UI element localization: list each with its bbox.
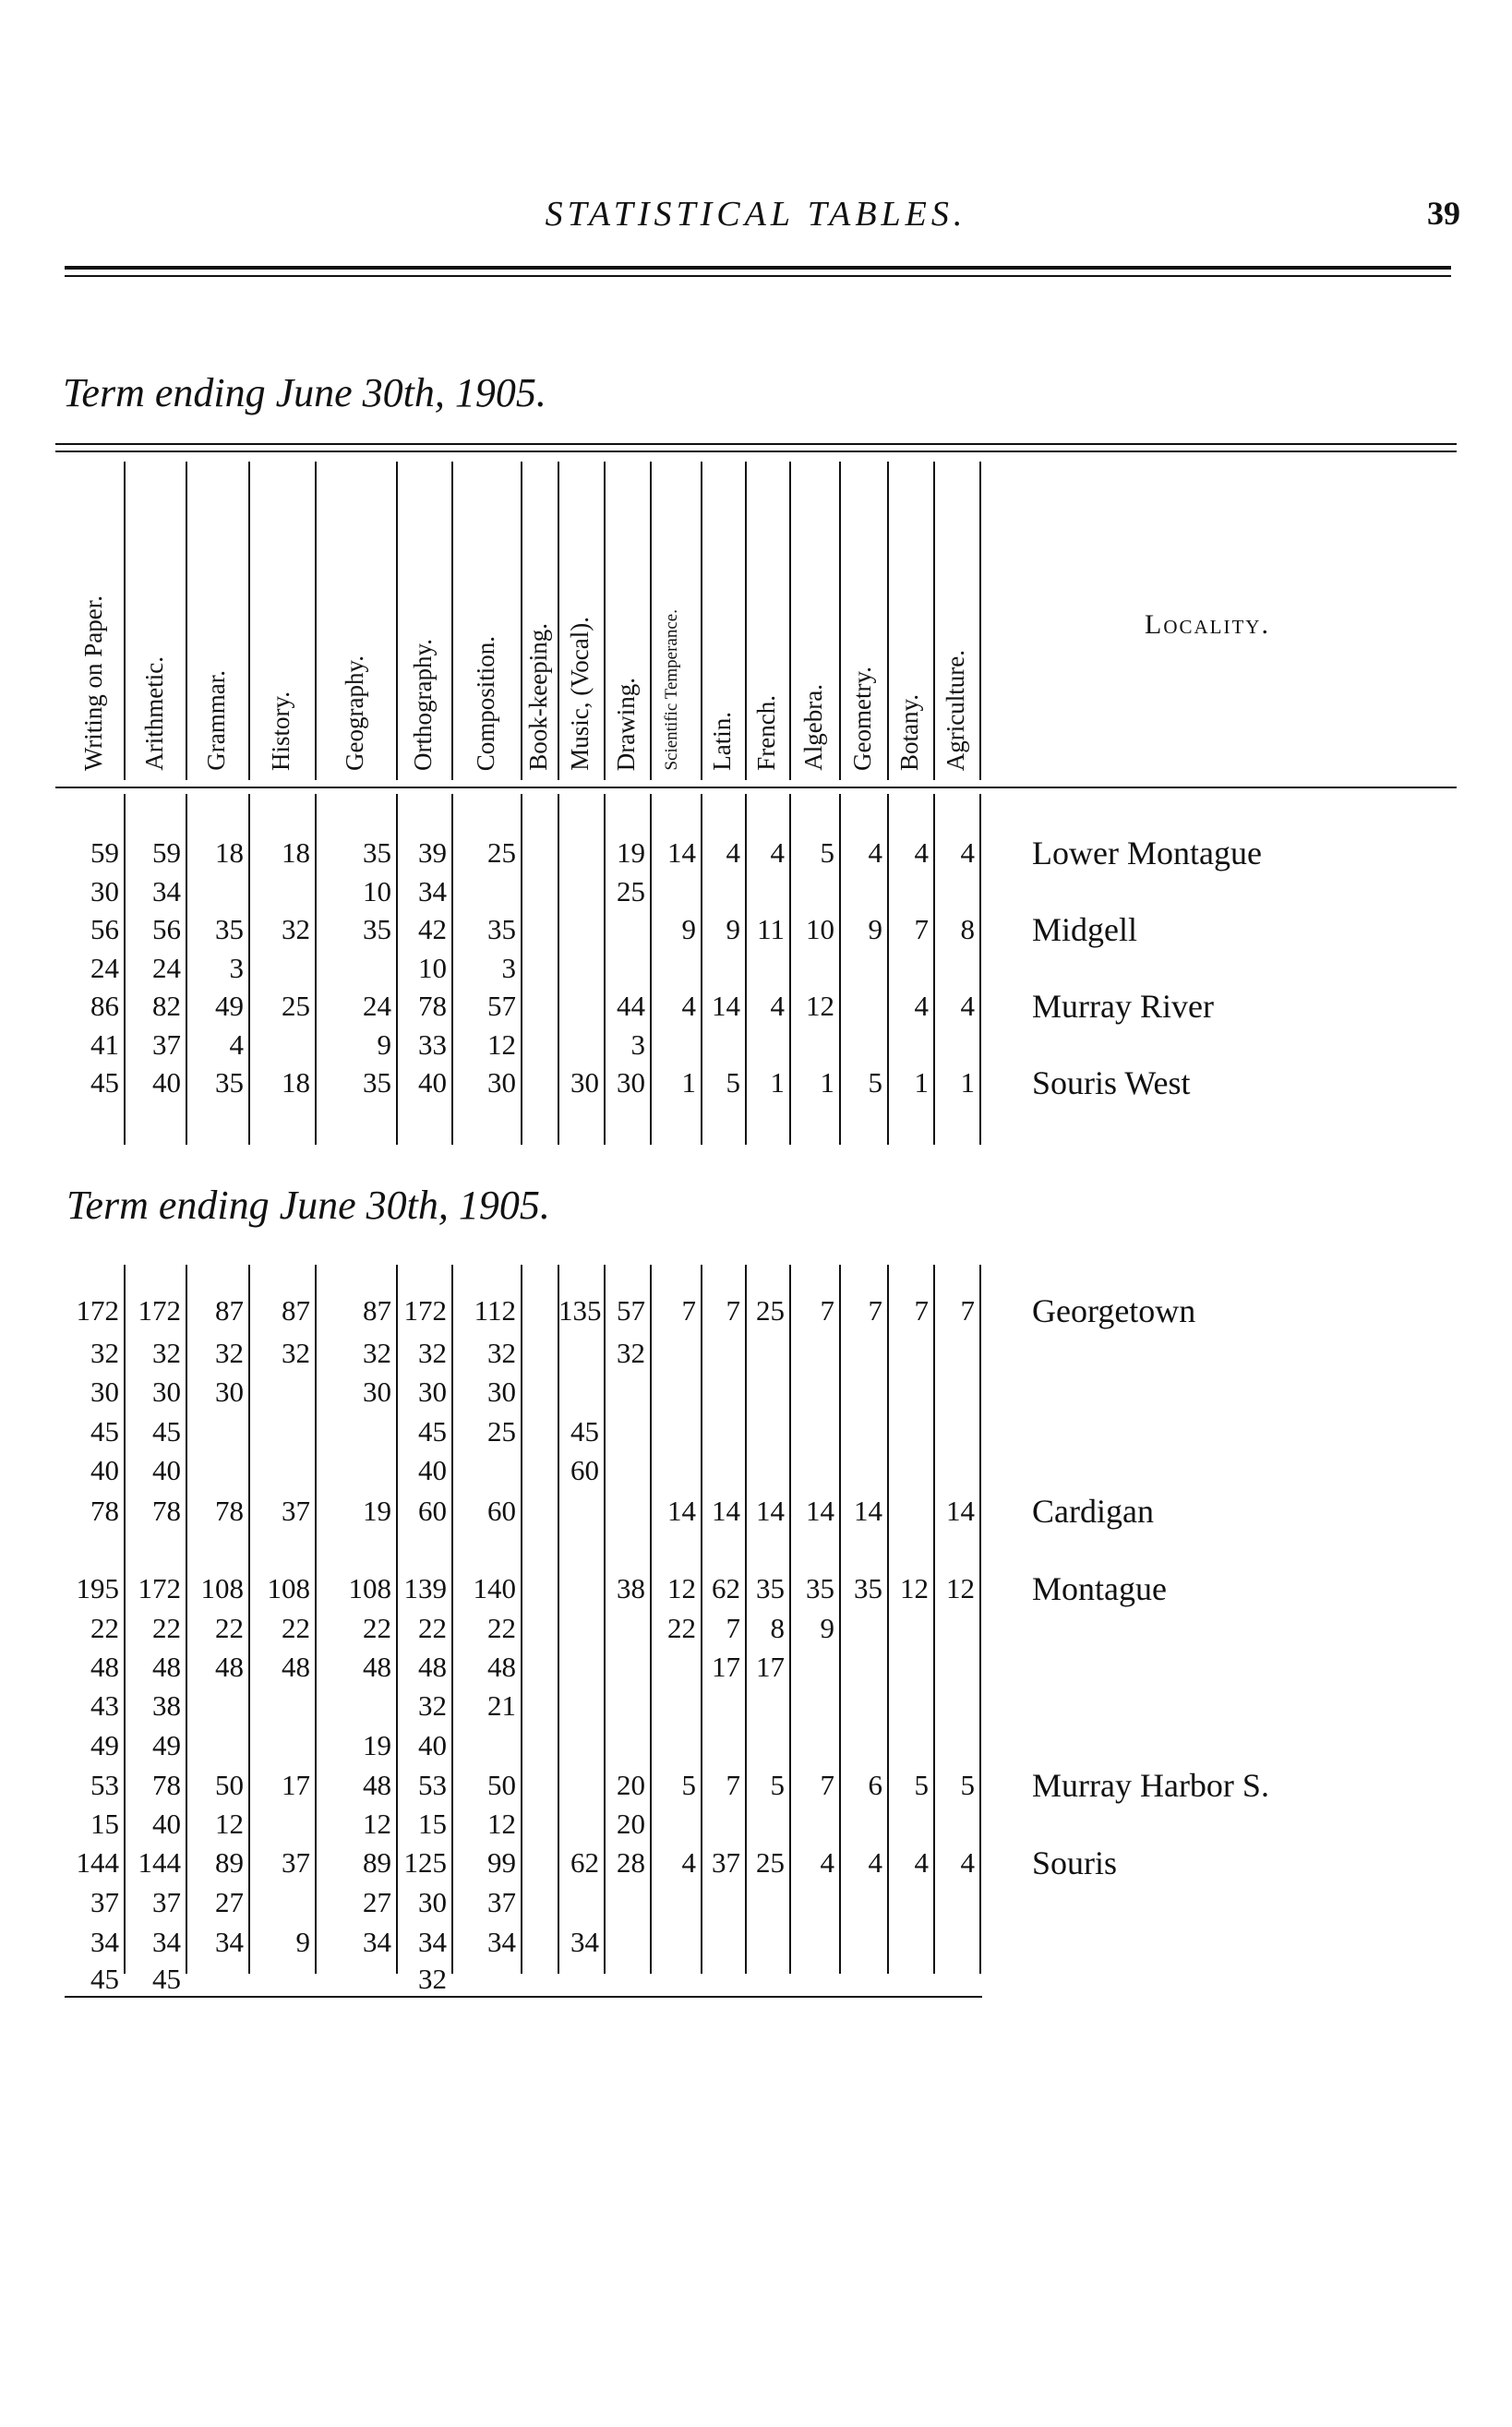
data-cell: 59	[152, 836, 181, 869]
data-cell: 50	[215, 1769, 244, 1801]
data-cell: 35	[756, 1572, 785, 1604]
data-cell: 12	[946, 1572, 975, 1604]
data-cell: 33	[418, 1027, 447, 1061]
data-cell: 17	[712, 1651, 740, 1683]
data-cell: 18	[282, 836, 310, 869]
data-cell: 8	[770, 1612, 785, 1644]
data-cell: 4	[868, 836, 882, 869]
locality-name: Murray River	[1032, 988, 1214, 1025]
data-cell: 10	[418, 951, 447, 984]
data-cell: 14	[806, 1495, 834, 1527]
data-cell: 4	[820, 1846, 834, 1879]
data-cell: 5	[820, 836, 834, 869]
column-header: Geography.	[341, 655, 368, 771]
data-cell: 19	[363, 1729, 391, 1761]
data-cell: 48	[90, 1651, 119, 1683]
data-cell: 24	[90, 951, 119, 984]
data-cell: 6	[868, 1769, 882, 1801]
data-cell: 108	[267, 1572, 310, 1604]
data-cell: 144	[138, 1846, 181, 1879]
data-cell: 78	[215, 1495, 244, 1527]
data-cell: 4	[960, 836, 975, 869]
data-cell: 172	[138, 1572, 181, 1604]
data-cell: 25	[487, 836, 516, 869]
data-cell: 7	[868, 1294, 882, 1327]
data-cell: 19	[363, 1495, 391, 1527]
data-cell: 89	[363, 1846, 391, 1879]
data-cell: 5	[960, 1769, 975, 1801]
data-cell: 86	[90, 990, 119, 1022]
data-cell: 14	[712, 1495, 740, 1527]
data-cell: 57	[617, 1294, 645, 1327]
data-cell: 40	[152, 1808, 181, 1840]
data-cell: 35	[363, 836, 391, 869]
data-cell: 172	[76, 1294, 119, 1327]
data-cell: 24	[152, 951, 181, 984]
data-cell: 27	[215, 1886, 244, 1918]
data-cell: 30	[90, 874, 119, 907]
data-cell: 7	[681, 1294, 696, 1327]
data-cell: 3	[630, 1027, 645, 1061]
data-cell: 5	[726, 1066, 740, 1099]
data-cell: 35	[363, 1066, 391, 1099]
data-cell: 1	[820, 1066, 834, 1099]
data-cell: 30	[487, 1066, 516, 1099]
data-cell: 32	[152, 1337, 181, 1369]
header-rule-thick	[65, 266, 1451, 270]
data-cell: 10	[363, 874, 391, 907]
column-header: Botany.	[895, 694, 923, 771]
data-cell: 4	[770, 990, 785, 1022]
locality-name: Georgetown	[1032, 1292, 1196, 1329]
data-cell: 4	[770, 836, 785, 869]
data-cell: 108	[200, 1572, 244, 1604]
column-header: History.	[267, 691, 294, 771]
column-header: Drawing.	[612, 677, 640, 771]
data-cell: 40	[152, 1066, 181, 1099]
data-cell: 37	[152, 1027, 181, 1061]
data-cell: 9	[820, 1612, 834, 1644]
data-cell: 10	[806, 913, 834, 945]
data-cell: 62	[570, 1846, 599, 1879]
data-cell: 35	[215, 1066, 244, 1099]
data-cell: 30	[617, 1066, 645, 1099]
data-cell: 38	[617, 1572, 645, 1604]
data-cell: 60	[418, 1495, 447, 1527]
page-number: 39	[1427, 195, 1460, 232]
data-cell: 172	[138, 1294, 181, 1327]
data-cell: 144	[76, 1846, 119, 1879]
data-cell: 112	[474, 1294, 516, 1327]
data-cell: 12	[363, 1808, 391, 1840]
data-cell: 35	[215, 913, 244, 945]
data-cell: 22	[418, 1612, 447, 1644]
data-cell: 25	[756, 1846, 785, 1879]
data-cell: 4	[960, 1846, 975, 1879]
data-cell: 140	[473, 1572, 516, 1604]
data-cell: 17	[756, 1651, 785, 1683]
data-cell: 37	[152, 1886, 181, 1918]
data-cell: 34	[363, 1926, 391, 1958]
data-cell: 48	[215, 1651, 244, 1683]
data-cell: 22	[152, 1612, 181, 1644]
data-cell: 41	[90, 1027, 119, 1061]
data-cell: 78	[90, 1495, 119, 1527]
data-cell: 87	[363, 1294, 391, 1327]
data-cell: 48	[363, 1769, 391, 1801]
data-cell: 43	[90, 1689, 119, 1722]
data-cell: 44	[617, 990, 645, 1022]
column-header-row	[0, 462, 1512, 771]
data-cell: 39	[418, 836, 447, 869]
data-cell: 20	[617, 1769, 645, 1801]
data-cell: 40	[418, 1454, 447, 1486]
data-cell: 9	[868, 913, 882, 945]
data-cell: 7	[914, 913, 929, 945]
data-cell: 25	[617, 874, 645, 907]
data-cell: 37	[282, 1846, 310, 1879]
data-cell: 32	[363, 1337, 391, 1369]
data-cell: 30	[215, 1376, 244, 1408]
data-cell: 48	[282, 1651, 310, 1683]
data-cell: 30	[90, 1376, 119, 1408]
data-cell: 35	[806, 1572, 834, 1604]
data-cell: 59	[90, 836, 119, 869]
data-cell: 40	[418, 1729, 447, 1761]
data-cell: 7	[726, 1612, 740, 1644]
data-cell: 22	[90, 1612, 119, 1644]
data-cell: 48	[152, 1651, 181, 1683]
data-cell: 3	[229, 951, 244, 984]
data-cell: 60	[570, 1454, 599, 1486]
column-divider	[979, 794, 981, 1145]
data-cell: 48	[487, 1651, 516, 1683]
data-cell: 45	[152, 1415, 181, 1448]
data-cell: 35	[487, 913, 516, 945]
data-cell: 9	[377, 1027, 391, 1061]
data-cell: 1	[914, 1066, 929, 1099]
data-cell: 7	[726, 1769, 740, 1801]
data-cell: 125	[403, 1846, 447, 1879]
data-cell: 30	[418, 1886, 447, 1918]
data-cell: 45	[90, 1963, 119, 1995]
data-cell: 32	[282, 913, 310, 945]
data-cell: 195	[76, 1572, 119, 1604]
data-cell: 49	[90, 1729, 119, 1761]
data-cell: 18	[215, 836, 244, 869]
data-cell: 56	[152, 913, 181, 945]
data-cell: 32	[282, 1337, 310, 1369]
data-cell: 108	[348, 1572, 391, 1604]
data-cell: 21	[487, 1689, 516, 1722]
data-cell: 30	[570, 1066, 599, 1099]
data-cell: 28	[617, 1846, 645, 1879]
table-head-rule-1	[55, 443, 1457, 445]
locality-name: Midgell	[1032, 911, 1137, 948]
data-cell: 14	[667, 836, 696, 869]
data-cell: 14	[854, 1495, 882, 1527]
data-cell: 4	[914, 1846, 929, 1879]
data-cell: 78	[152, 1495, 181, 1527]
locality-name: Souris	[1032, 1844, 1118, 1881]
data-cell: 45	[570, 1415, 599, 1448]
data-cell: 4	[681, 1846, 696, 1879]
data-cell: 19	[617, 836, 645, 869]
data-cell: 34	[418, 874, 447, 907]
section-heading-1: Term ending June 30th, 1905.	[63, 370, 546, 415]
data-cell: 18	[282, 1066, 310, 1099]
data-cell: 22	[215, 1612, 244, 1644]
data-cell: 62	[712, 1572, 740, 1604]
running-head: STATISTICAL TABLES.	[545, 195, 967, 234]
data-cell: 37	[712, 1846, 740, 1879]
data-cell: 135	[558, 1294, 602, 1327]
data-cell: 32	[418, 1689, 447, 1722]
data-cell: 99	[487, 1846, 516, 1879]
data-cell: 40	[152, 1454, 181, 1486]
data-cell: 56	[90, 913, 119, 945]
data-cell: 40	[90, 1454, 119, 1486]
data-cell: 12	[487, 1027, 516, 1061]
data-cell: 37	[282, 1495, 310, 1527]
data-cell: 45	[418, 1415, 447, 1448]
column-header: Latin.	[708, 712, 736, 771]
data-cell: 1	[770, 1066, 785, 1099]
data-cell: 45	[90, 1415, 119, 1448]
data-cell: 49	[152, 1729, 181, 1761]
table-head-bottom-rule	[55, 787, 1457, 788]
data-cell: 4	[681, 990, 696, 1022]
column-header: Scientific Temperance.	[661, 609, 681, 771]
column-header: Arithmetic.	[139, 656, 168, 771]
data-cell: 35	[363, 913, 391, 945]
column-divider	[979, 1265, 981, 1974]
data-cell: 32	[487, 1337, 516, 1369]
data-cell: 7	[820, 1769, 834, 1801]
data-cell: 11	[757, 913, 785, 945]
data-cell: 22	[363, 1612, 391, 1644]
data-cell: 22	[487, 1612, 516, 1644]
column-header: Agriculture.	[942, 649, 969, 771]
data-cell: 9	[726, 913, 740, 945]
data-cell: 34	[418, 1926, 447, 1958]
column-header: Book-keeping.	[524, 623, 552, 771]
data-cell: 24	[363, 990, 391, 1022]
data-cell: 12	[900, 1572, 929, 1604]
data-cell: 7	[914, 1294, 929, 1327]
locality-name: Montague	[1032, 1570, 1167, 1607]
data-cell: 8	[960, 913, 975, 945]
data-cell: 7	[726, 1294, 740, 1327]
data-cell: 40	[418, 1066, 447, 1099]
data-cell: 12	[215, 1808, 244, 1840]
data-cell: 15	[418, 1808, 447, 1840]
data-cell: 15	[90, 1808, 119, 1840]
table-bottom-rule	[65, 1996, 982, 1998]
data-cell: 25	[487, 1415, 516, 1448]
data-cell: 12	[806, 990, 834, 1022]
data-cell: 27	[363, 1886, 391, 1918]
data-cell: 5	[770, 1769, 785, 1801]
data-cell: 4	[726, 836, 740, 869]
data-cell: 139	[403, 1572, 447, 1604]
data-cell: 78	[418, 990, 447, 1022]
data-cell: 9	[295, 1926, 310, 1958]
column-header: Writing on Paper.	[78, 595, 107, 771]
data-cell: 45	[152, 1963, 181, 1995]
data-cell: 53	[418, 1769, 447, 1801]
data-cell: 49	[215, 990, 244, 1022]
data-cell: 172	[403, 1294, 447, 1327]
data-cell: 32	[617, 1337, 645, 1369]
data-cell: 9	[681, 913, 696, 945]
data-cell: 78	[152, 1769, 181, 1801]
data-cell: 48	[418, 1651, 447, 1683]
data-cell: 1	[960, 1066, 975, 1099]
data-cell: 14	[946, 1495, 975, 1527]
data-cell: 22	[667, 1612, 696, 1644]
data-cell: 34	[215, 1926, 244, 1958]
data-cell: 37	[90, 1886, 119, 1918]
data-cell: 89	[215, 1846, 244, 1879]
data-cell: 12	[667, 1572, 696, 1604]
column-header: Algebra.	[799, 684, 827, 771]
data-cell: 14	[756, 1495, 785, 1527]
data-cell: 14	[712, 990, 740, 1022]
data-cell: 35	[854, 1572, 882, 1604]
data-cell: 42	[418, 913, 447, 945]
locality-name: Souris West	[1032, 1064, 1191, 1101]
data-cell: 30	[363, 1376, 391, 1408]
data-cell: 4	[960, 990, 975, 1022]
data-cell: 34	[152, 874, 181, 907]
data-cell: 14	[667, 1495, 696, 1527]
locality-name: Murray Harbor S.	[1032, 1767, 1269, 1804]
column-header: Composition.	[471, 635, 499, 771]
column-header: Grammar.	[202, 670, 230, 771]
data-cell: 30	[152, 1376, 181, 1408]
data-cell: 17	[282, 1769, 310, 1801]
data-cell: 82	[152, 990, 181, 1022]
data-cell: 30	[487, 1376, 516, 1408]
locality-header: Locality.	[1145, 609, 1270, 640]
data-cell: 1	[681, 1066, 696, 1099]
column-header: Geometry.	[848, 667, 876, 771]
data-cell: 53	[90, 1769, 119, 1801]
data-cell: 30	[418, 1376, 447, 1408]
data-cell: 87	[215, 1294, 244, 1327]
data-cell: 87	[282, 1294, 310, 1327]
data-cell: 32	[215, 1337, 244, 1369]
data-cell: 37	[487, 1886, 516, 1918]
data-cell: 34	[90, 1926, 119, 1958]
data-cell: 48	[363, 1651, 391, 1683]
column-header: French.	[752, 695, 780, 771]
data-cell: 4	[229, 1027, 244, 1061]
section-heading-2: Term ending June 30th, 1905.	[66, 1183, 550, 1228]
data-cell: 34	[487, 1926, 516, 1958]
header-rule-thin	[65, 275, 1451, 277]
data-cell: 5	[914, 1769, 929, 1801]
data-cell: 32	[90, 1337, 119, 1369]
locality-name: Lower Montague	[1032, 835, 1262, 871]
data-cell: 32	[418, 1963, 447, 1995]
data-cell: 38	[152, 1689, 181, 1722]
locality-name: Cardigan	[1032, 1493, 1154, 1530]
data-cell: 57	[487, 990, 516, 1022]
data-cell: 22	[282, 1612, 310, 1644]
data-cell: 4	[914, 836, 929, 869]
column-divider	[521, 794, 522, 1145]
data-cell: 7	[820, 1294, 834, 1327]
column-divider	[521, 1265, 522, 1974]
data-cell: 5	[681, 1769, 696, 1801]
data-cell: 12	[487, 1808, 516, 1840]
data-cell: 4	[914, 990, 929, 1022]
data-cell: 60	[487, 1495, 516, 1527]
data-cell: 32	[418, 1337, 447, 1369]
column-header: Orthography.	[409, 639, 437, 771]
data-cell: 3	[501, 951, 516, 984]
data-cell: 4	[868, 1846, 882, 1879]
data-cell: 45	[90, 1066, 119, 1099]
column-header: Music, (Vocal).	[566, 617, 594, 771]
data-cell: 7	[960, 1294, 975, 1327]
data-cell: 20	[617, 1808, 645, 1840]
data-cell: 5	[868, 1066, 882, 1099]
data-cell: 34	[570, 1926, 599, 1958]
data-cell: 50	[487, 1769, 516, 1801]
data-cell: 25	[756, 1294, 785, 1327]
data-cell: 34	[152, 1926, 181, 1958]
data-cell: 25	[282, 990, 310, 1022]
table-head-rule-2	[55, 451, 1457, 452]
